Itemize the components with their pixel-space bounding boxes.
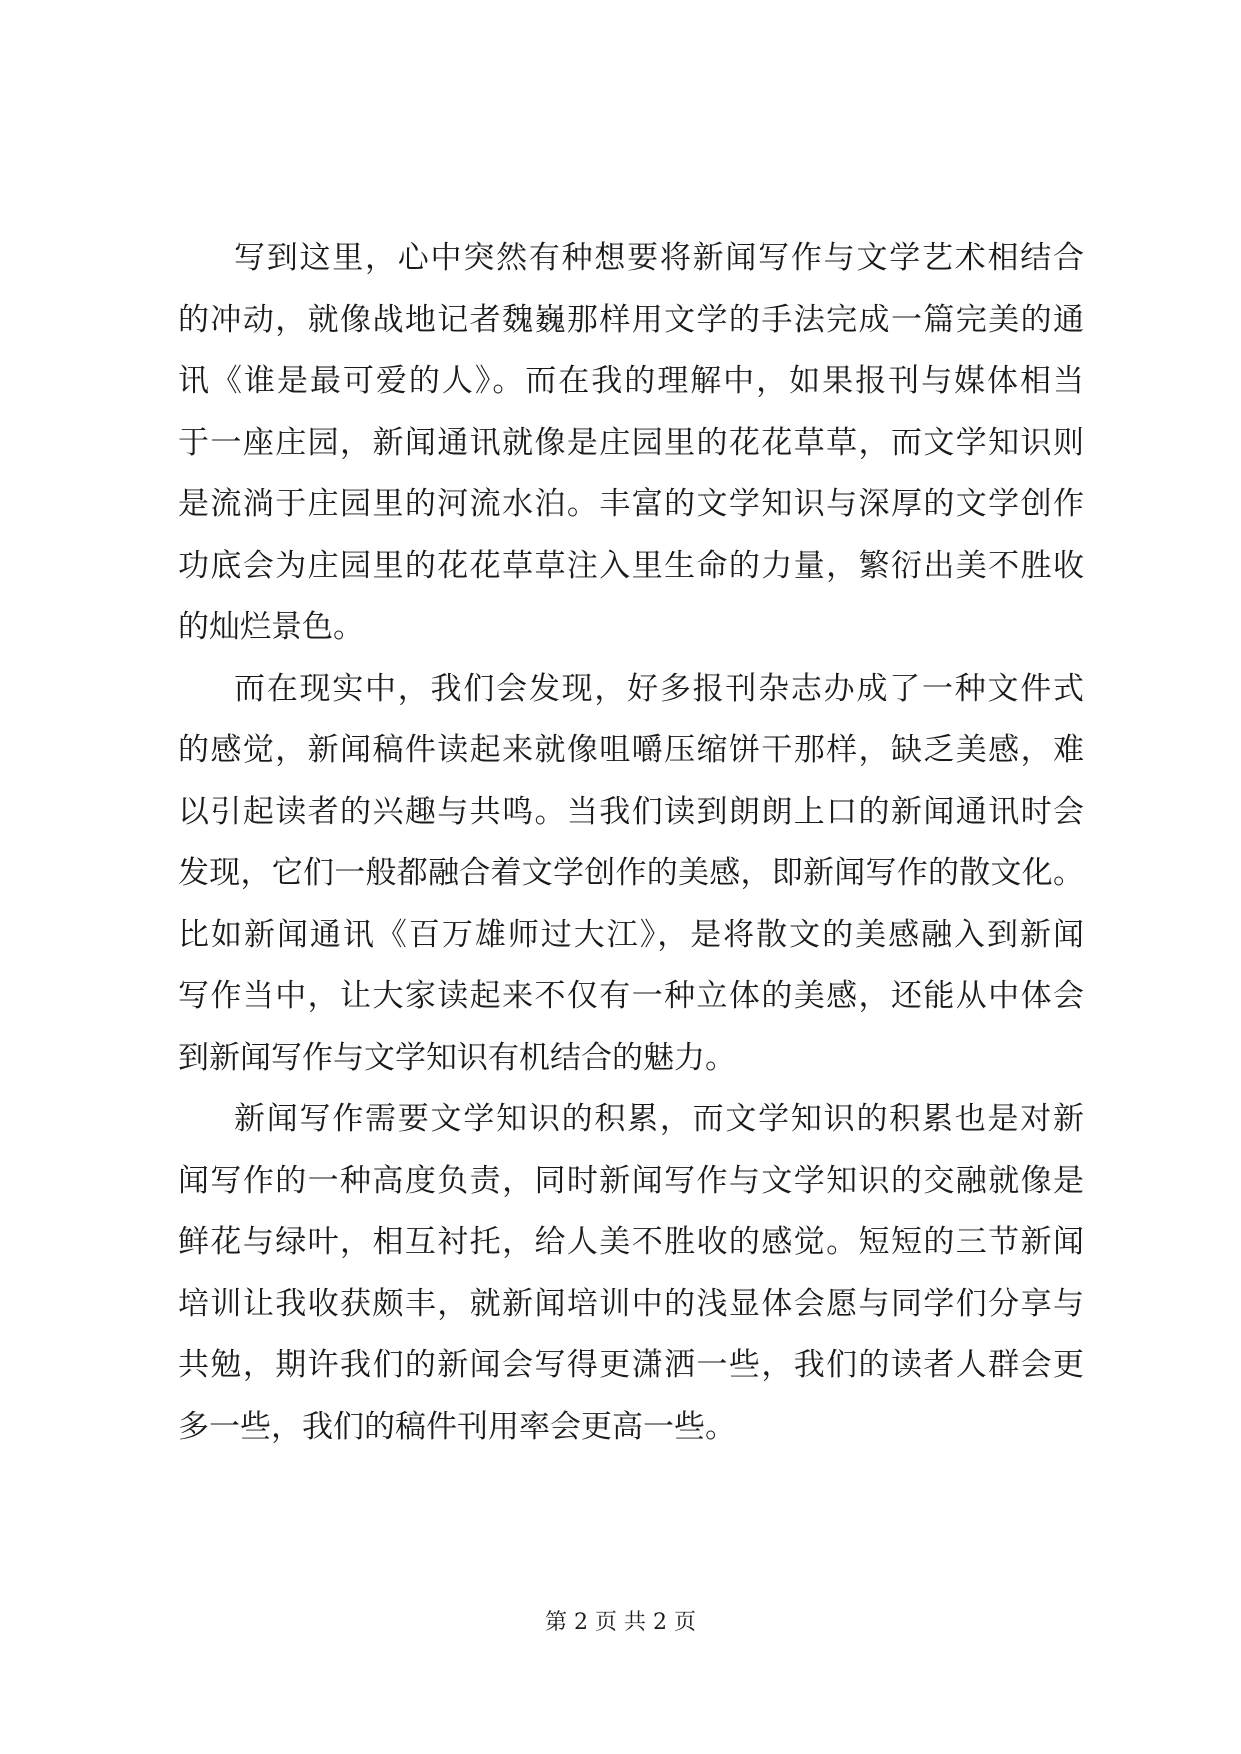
text-line: 的冲动，就像战地记者魏巍那样用文学的手法完成一篇完美的通 bbox=[178, 301, 1084, 338]
text-line: 而在现实中，我们会发现，好多报刊杂志办成了一种文件式 bbox=[234, 670, 1084, 707]
text-line: 讯《谁是最可爱的人》。而在我的理解中，如果报刊与媒体相当 bbox=[178, 363, 1084, 399]
text-line: 功底会为庄园里的花花草草注入里生命的力量，繁衍出美不胜收 bbox=[178, 547, 1084, 584]
text-line: 新闻写作需要文学知识的积累，而文学知识的积累也是对新 bbox=[234, 1101, 1084, 1137]
text-line: 比如新闻通讯《百万雄师过大江》，是将散文的美感融入到新闻 bbox=[178, 916, 1084, 953]
text-line: 培训让我收获颇丰，就新闻培训中的浅显体会愿与同学们分享与 bbox=[178, 1285, 1084, 1322]
text-line: 于一座庄园，新闻通讯就像是庄园里的花花草草，而文学知识则 bbox=[178, 424, 1084, 461]
paragraph-1 bbox=[178, 228, 1084, 659]
text-line: 到新闻写作与文学知识有机结合的魅力。 bbox=[178, 1039, 736, 1076]
text-line: 是流淌于庄园里的河流水泊。丰富的文学知识与深厚的文学创作 bbox=[178, 486, 1084, 522]
document-body bbox=[178, 228, 1084, 1458]
text-line: 写作当中，让大家读起来不仅有一种立体的美感，还能从中体会 bbox=[178, 978, 1084, 1014]
text-line: 多一些，我们的稿件刊用率会更高一些。 bbox=[178, 1408, 736, 1445]
text-line: 发现，它们一般都融合着文学创作的美感，即新闻写作的散文化。 bbox=[178, 855, 1084, 891]
text-line: 写到这里，心中突然有种想要将新闻写作与文学艺术相结合 bbox=[234, 240, 1084, 276]
text-line: 鲜花与绿叶，相互衬托，给人美不胜收的感觉。短短的三节新闻 bbox=[178, 1224, 1084, 1260]
page-number-footer: 第 2 页 共 2 页 bbox=[545, 1610, 696, 1635]
text-line: 以引起读者的兴趣与共鸣。当我们读到朗朗上口的新闻通讯时会 bbox=[178, 793, 1084, 830]
paragraph-3 bbox=[178, 1089, 1084, 1458]
text-line: 的感觉，新闻稿件读起来就像咀嚼压缩饼干那样，缺乏美感，难 bbox=[178, 732, 1084, 768]
paragraph-2 bbox=[178, 659, 1084, 1090]
text-line: 闻写作的一种高度负责，同时新闻写作与文学知识的交融就像是 bbox=[178, 1162, 1084, 1199]
text-line: 共勉，期许我们的新闻会写得更潇洒一些，我们的读者人群会更 bbox=[178, 1347, 1084, 1383]
text-line: 的灿烂景色。 bbox=[178, 609, 364, 645]
